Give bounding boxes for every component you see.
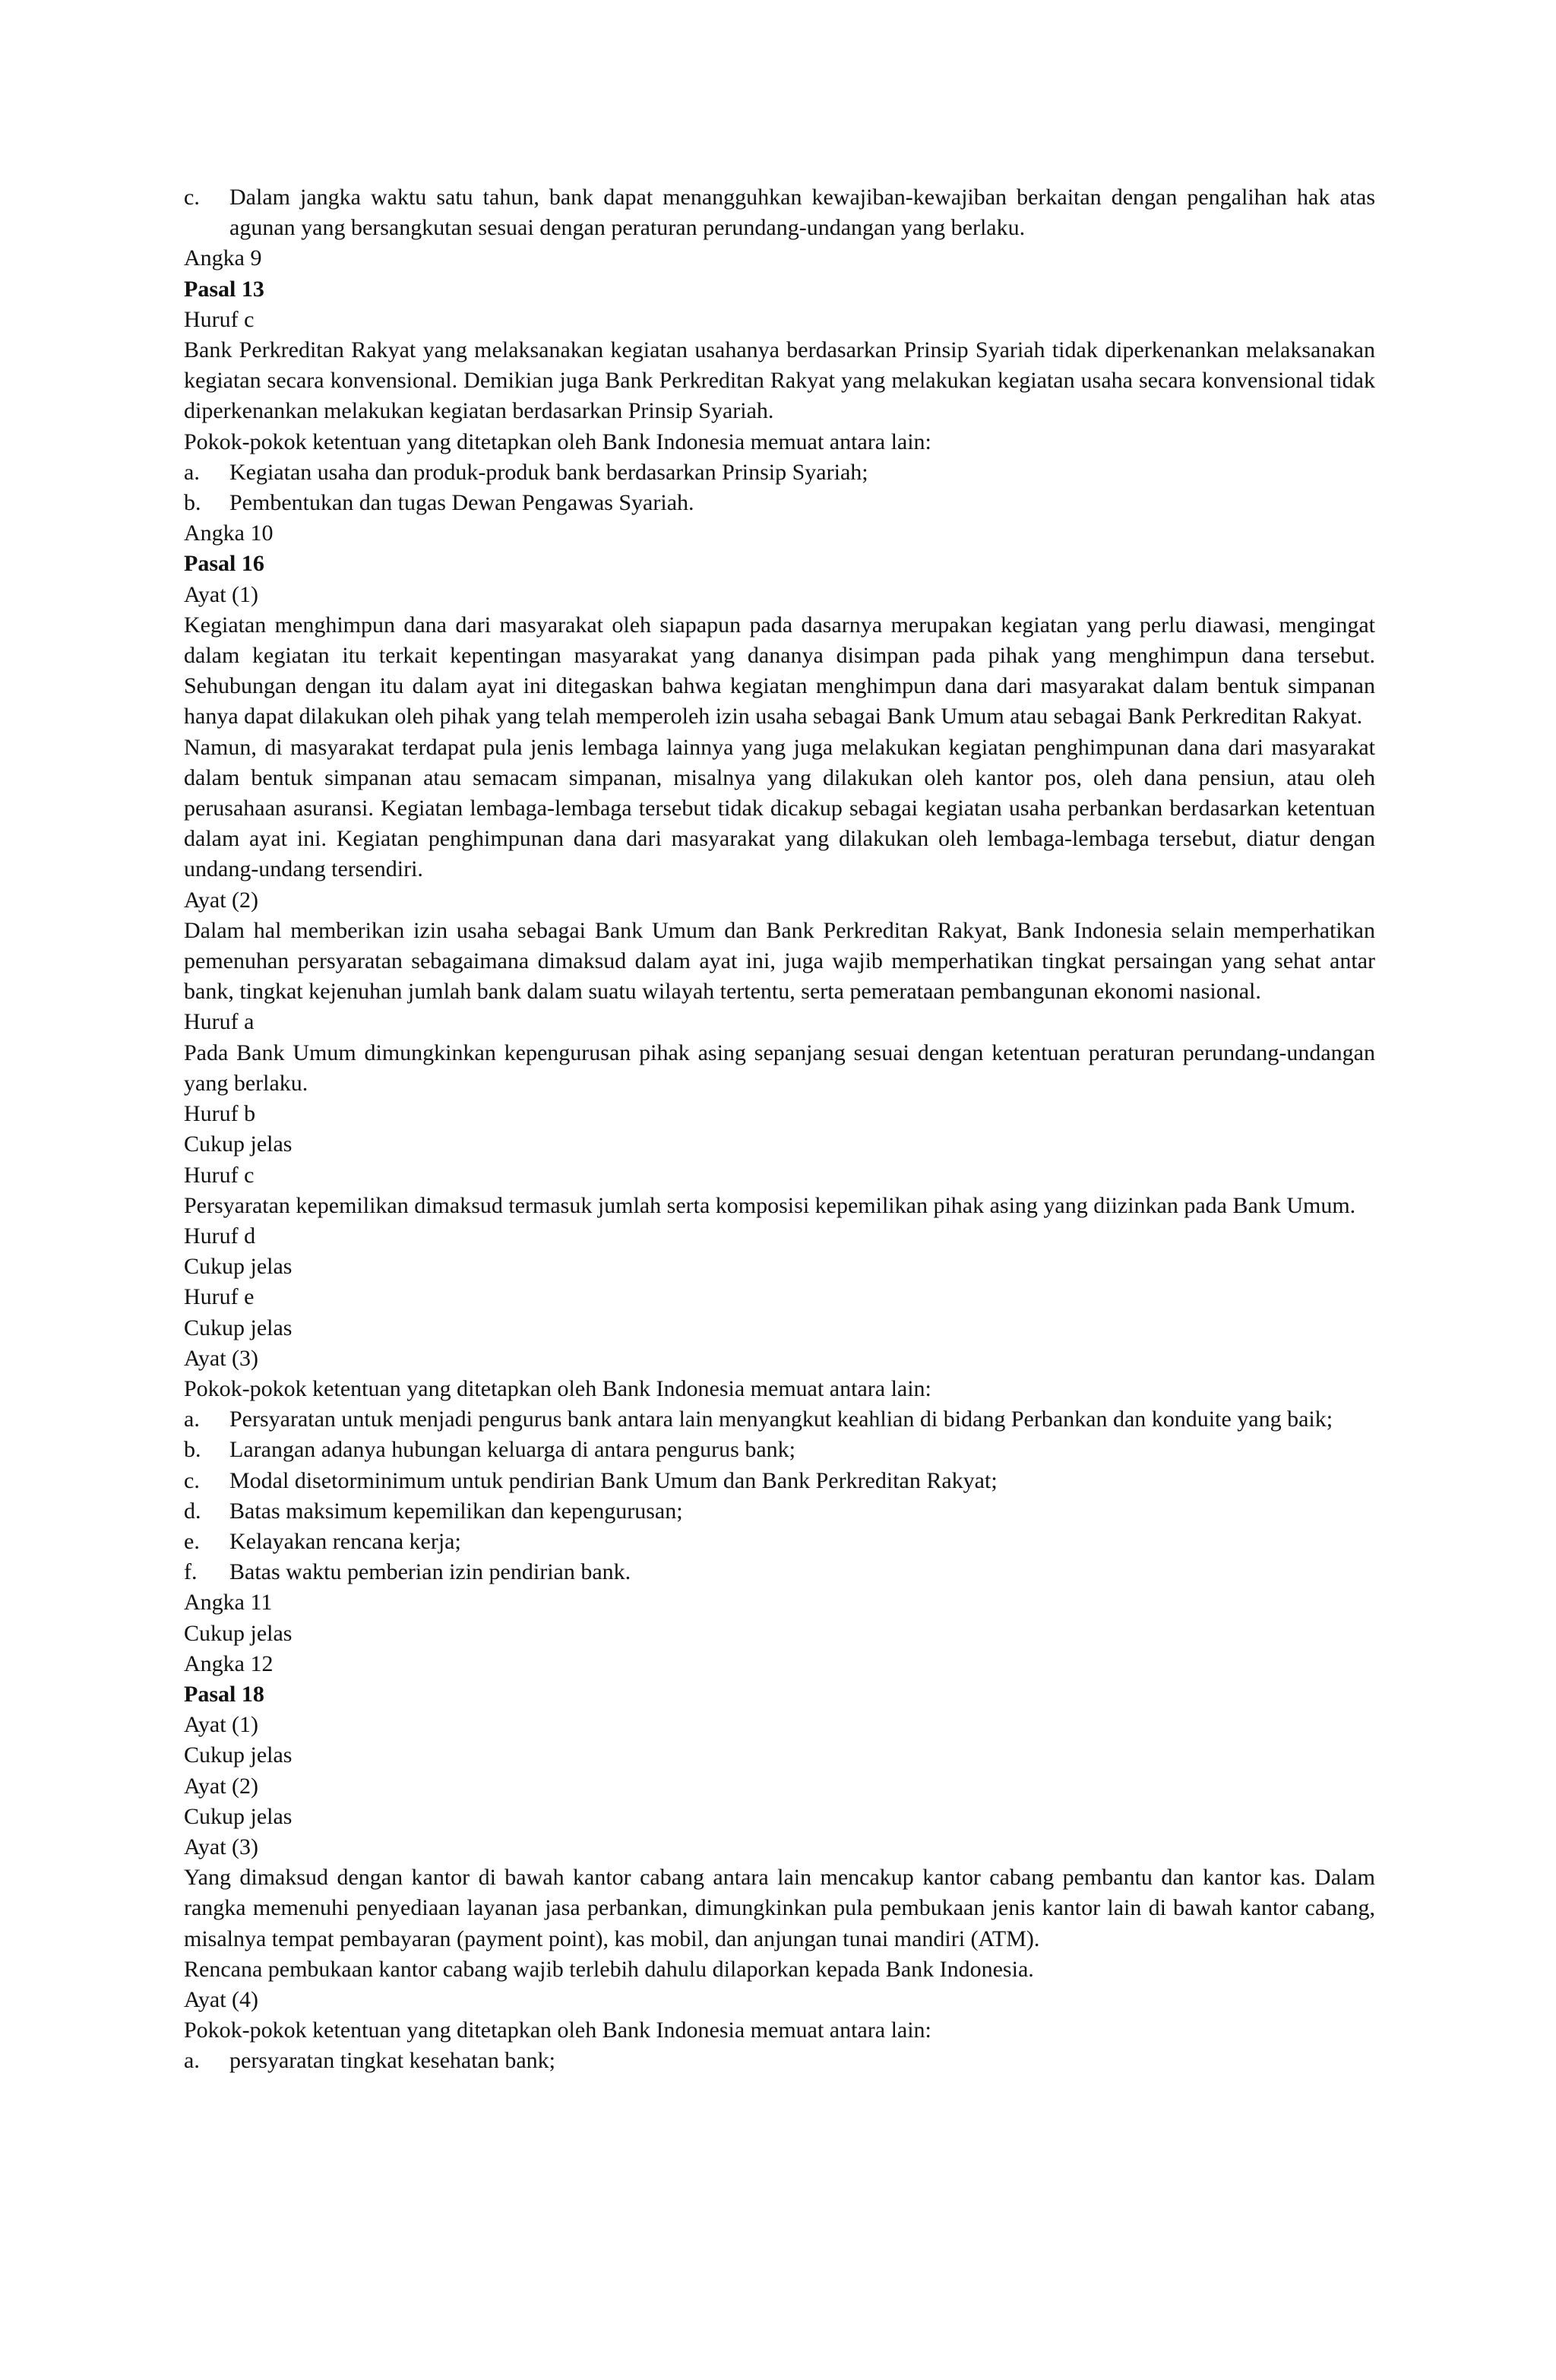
list-item-text: Pembentukan dan tugas Dewan Pengawas Syariah. xyxy=(229,490,694,516)
list-item xyxy=(184,1435,1375,1465)
list-item-text: Larangan adanya hubungan keluarga di antara pengurus bank; xyxy=(229,1437,795,1463)
list-item-text: persyaratan tingkat kesehatan bank; xyxy=(229,2048,555,2074)
list-marker: c. xyxy=(184,185,200,210)
text-line: Ayat (1) xyxy=(184,581,259,607)
text-line: Pokok-pokok ketentuan yang ditetapkan oleh Bank Indonesia memuat antara lain: xyxy=(184,1375,931,1401)
list-item xyxy=(184,457,1375,488)
section-heading: Pasal 13 xyxy=(184,276,264,302)
text-line: Huruf b xyxy=(184,1101,256,1127)
text-line: Cukup jelas xyxy=(184,1131,293,1157)
text-line: Ayat (3) xyxy=(184,1345,259,1371)
paragraph: Namun, di masyarakat terdapat pula jenis lembaga lainnya yang juga melakukan kegiatan penghimpunan dana dari masyarakat dalam bentuk simpanan atau semacam simpanan, misalnya yang dilakukan oleh kantor pos, oleh dana pensiun, atau oleh perusahaan asuransi. Kegiatan lembaga-lembaga tersebut tidak dicakup sebagai kegiatan usaha perbankan berdasarkan ketentuan dalam ayat ini. Kegiatan penghimpunan dana dari masyarakat yang dilakukan oleh lembaga-lembaga tersebut, diatur dengan undang-undang tersendiri. xyxy=(184,734,1375,882)
text-line: Ayat (2) xyxy=(184,887,259,913)
list-item-text: Kegiatan usaha dan produk-produk bank berdasarkan Prinsip Syariah; xyxy=(229,459,868,485)
paragraph: Kegiatan menghimpun dana dari masyarakat oleh siapapun pada dasarnya merupakan kegiatan yang perlu diawasi, mengingat dalam kegiatan itu terkait kepentingan masyarakat yang dananya disimpan pada pihak yang menghimpun dana tersebut. Sehubungan dengan itu dalam ayat ini ditegaskan bahwa kegiatan menghimpun dana dari masyarakat dalam bentuk simpanan hanya dapat dilakukan oleh pihak yang telah memperoleh izin usaha sebagai Bank Umum atau sebagai Bank Perkreditan Rakyat. xyxy=(184,612,1375,730)
text-line: Cukup jelas xyxy=(184,1315,293,1340)
list-item-text: Persyaratan untuk menjadi pengurus bank antara lain menyangkut keahlian di bidang Perbankan dan konduite yang baik; xyxy=(229,1407,1333,1432)
list-item xyxy=(184,1527,1375,1557)
list-item xyxy=(184,1557,1375,1587)
list-item-text: Modal disetorminimum untuk pendirian Bank Umum dan Bank Perkreditan Rakyat; xyxy=(229,1467,998,1493)
list-marker: d. xyxy=(184,1498,201,1524)
text-line: Huruf e xyxy=(184,1284,255,1310)
list-marker: e. xyxy=(184,1528,200,1554)
list-marker: f. xyxy=(184,1559,198,1585)
text-line: Huruf c xyxy=(184,1162,255,1188)
paragraph: Pada Bank Umum dimungkinkan kepengurusan pihak asing sepanjang sesuai dengan ketentuan peraturan perundang-undangan yang berlaku. xyxy=(184,1040,1375,1096)
section-heading: Pasal 18 xyxy=(184,1681,264,1707)
text-line: Ayat (2) xyxy=(184,1773,259,1799)
list-item-text: Batas maksimum kepemilikan dan kepengurusan; xyxy=(229,1498,683,1524)
text-line: Ayat (1) xyxy=(184,1712,259,1738)
text-line: Cukup jelas xyxy=(184,1254,293,1280)
document-body xyxy=(184,182,1375,2077)
text-line: Pokok-pokok ketentuan yang ditetapkan oleh Bank Indonesia memuat antara lain: xyxy=(184,2018,931,2043)
list-item xyxy=(184,1466,1375,1496)
text-line: Ayat (4) xyxy=(184,1986,259,2012)
paragraph: Yang dimaksud dengan kantor di bawah kantor cabang antara lain mencakup kantor cabang pembantu dan kantor kas. Dalam rangka memenuhi penyediaan layanan jasa perbankan, dimungkinkan pula pembukaan jenis kantor lain di bawah kantor cabang, misalnya tempat pembayaran (payment point), kas mobil, dan anjungan tunai mandiri (ATM). xyxy=(184,1865,1375,1951)
list-item xyxy=(184,182,1375,243)
list-marker: a. xyxy=(184,2048,200,2074)
text-line: Huruf d xyxy=(184,1223,256,1249)
text-line: Cukup jelas xyxy=(184,1803,293,1829)
text-line: Angka 11 xyxy=(184,1590,273,1616)
text-line: Pokok-pokok ketentuan yang ditetapkan oleh Bank Indonesia memuat antara lain: xyxy=(184,429,931,454)
text-line: Angka 9 xyxy=(184,245,262,271)
list-marker: c. xyxy=(184,1467,200,1493)
list-marker: b. xyxy=(184,1437,201,1463)
text-line: Huruf a xyxy=(184,1009,255,1035)
paragraph: Bank Perkreditan Rakyat yang melaksanakan kegiatan usahanya berdasarkan Prinsip Syariah tidak diperkenankan melaksanakan kegiatan secara konvensional. Demikian juga Bank Perkreditan Rakyat yang melakukan kegiatan usaha secara konvensional tidak diperkenankan melakukan kegiatan berdasarkan Prinsip Syariah. xyxy=(184,337,1375,424)
list-item xyxy=(184,1404,1375,1435)
text-line: Cukup jelas xyxy=(184,1620,293,1646)
text-line: Ayat (3) xyxy=(184,1834,259,1859)
paragraph: Persyaratan kepemilikan dimaksud termasuk jumlah serta komposisi kepemilikan pihak asing yang diizinkan pada Bank Umum. xyxy=(184,1192,1356,1218)
list-item xyxy=(184,488,1375,518)
text-line: Cukup jelas xyxy=(184,1742,293,1768)
list-item-text: Dalam jangka waktu satu tahun, bank dapat menangguhkan kewajiban-kewajiban berkaitan dengan pengalihan hak atas agunan yang bersangkutan sesuai dengan peraturan perundang-undangan yang berlaku. xyxy=(229,185,1375,241)
list-item xyxy=(184,2046,1375,2076)
text-line: Angka 10 xyxy=(184,521,274,546)
paragraph: Dalam hal memberikan izin usaha sebagai Bank Umum dan Bank Perkreditan Rakyat, Bank Indonesia selain memperhatikan pemenuhan persyaratan sebagaimana dimaksud dalam ayat ini, juga wajib memperhatikan tingkat persaingan yang sehat antar bank, tingkat kejenuhan jumlah bank dalam suatu wilayah tertentu, serta pemerataan pembangunan ekonomi nasional. xyxy=(184,917,1375,1005)
section-heading: Pasal 16 xyxy=(184,551,264,577)
list-item xyxy=(184,1496,1375,1527)
text-line: Angka 12 xyxy=(184,1650,274,1676)
list-marker: a. xyxy=(184,1407,200,1432)
list-marker: a. xyxy=(184,459,200,485)
text-line: Huruf c xyxy=(184,306,255,332)
list-marker: b. xyxy=(184,490,201,516)
list-item-text: Kelayakan rencana kerja; xyxy=(229,1528,461,1554)
list-item-text: Batas waktu pemberian izin pendirian bank. xyxy=(229,1559,631,1585)
text-line: Rencana pembukaan kantor cabang wajib terlebih dahulu dilaporkan kepada Bank Indonesia. xyxy=(184,1956,1034,1982)
